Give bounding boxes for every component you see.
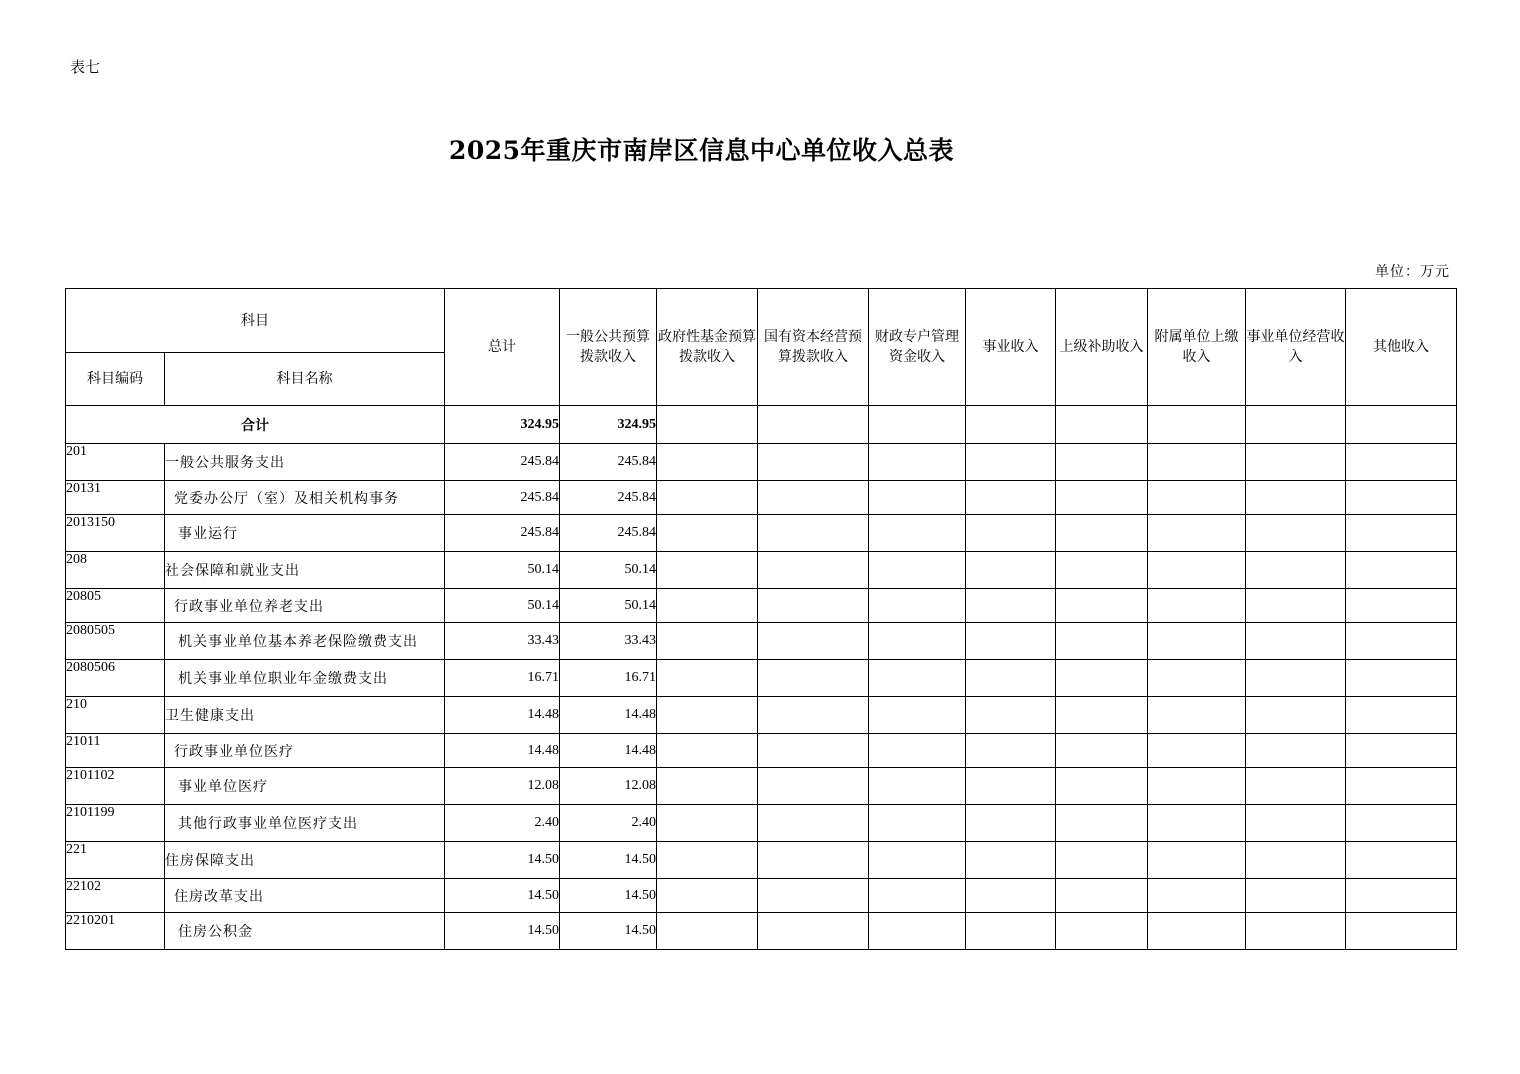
empty-cell <box>869 660 966 697</box>
empty-cell <box>1346 768 1457 805</box>
table-number: 表七 <box>70 58 101 76</box>
empty-cell <box>1056 623 1148 660</box>
row-total: 2.40 <box>445 805 560 842</box>
subject-name: 事业运行 <box>165 515 445 552</box>
empty-cell <box>869 805 966 842</box>
empty-cell <box>758 623 869 660</box>
empty-cell <box>657 697 758 734</box>
empty-cell <box>1246 406 1346 444</box>
subject-code: 21011 <box>66 734 165 768</box>
empty-cell <box>966 768 1056 805</box>
row-total: 245.84 <box>445 515 560 552</box>
empty-cell <box>1346 879 1457 913</box>
row-total: 14.48 <box>445 734 560 768</box>
subject-code: 2080505 <box>66 623 165 660</box>
subject-code: 20131 <box>66 481 165 515</box>
table-row <box>66 515 1457 552</box>
empty-cell <box>1056 481 1148 515</box>
empty-cell <box>1148 444 1246 481</box>
empty-cell <box>1346 734 1457 768</box>
empty-cell <box>966 913 1056 950</box>
subject-code: 2080506 <box>66 660 165 697</box>
table-row <box>66 805 1457 842</box>
empty-cell <box>966 805 1056 842</box>
row-total: 14.50 <box>445 913 560 950</box>
empty-cell <box>966 623 1056 660</box>
empty-cell <box>758 734 869 768</box>
empty-cell <box>758 805 869 842</box>
row-general: 33.43 <box>560 623 657 660</box>
empty-cell <box>657 842 758 879</box>
row-total: 14.50 <box>445 879 560 913</box>
empty-cell <box>869 913 966 950</box>
empty-cell <box>1246 589 1346 623</box>
empty-cell <box>966 660 1056 697</box>
empty-cell <box>657 734 758 768</box>
header-fiscal-account: 财政专户管理资金收入 <box>869 289 966 406</box>
empty-cell <box>758 481 869 515</box>
header-gov-fund: 政府性基金预算拨款收入 <box>657 289 758 406</box>
empty-cell <box>758 406 869 444</box>
subject-code: 2210201 <box>66 913 165 950</box>
empty-cell <box>1246 515 1346 552</box>
subject-code: 2101199 <box>66 805 165 842</box>
empty-cell <box>1148 623 1246 660</box>
table-row <box>66 842 1457 879</box>
empty-cell <box>869 623 966 660</box>
subject-name: 卫生健康支出 <box>165 697 445 734</box>
row-general: 12.08 <box>560 768 657 805</box>
header-state-asset: 国有资本经营预算拨款收入 <box>758 289 869 406</box>
empty-cell <box>1246 623 1346 660</box>
empty-cell <box>758 589 869 623</box>
row-general: 50.14 <box>560 589 657 623</box>
table-row <box>66 444 1457 481</box>
empty-cell <box>1056 406 1148 444</box>
empty-cell <box>758 768 869 805</box>
table-row <box>66 552 1457 589</box>
empty-cell <box>869 552 966 589</box>
empty-cell <box>869 406 966 444</box>
empty-cell <box>657 768 758 805</box>
row-general: 245.84 <box>560 444 657 481</box>
empty-cell <box>1246 734 1346 768</box>
header-subject: 科目 <box>66 289 445 353</box>
empty-cell <box>1346 515 1457 552</box>
row-total: 33.43 <box>445 623 560 660</box>
empty-cell <box>1346 623 1457 660</box>
table-row <box>66 913 1457 950</box>
total-row <box>66 406 1457 444</box>
row-total: 12.08 <box>445 768 560 805</box>
empty-cell <box>1246 660 1346 697</box>
empty-cell <box>869 444 966 481</box>
subject-name: 行政事业单位医疗 <box>165 734 445 768</box>
empty-cell <box>869 515 966 552</box>
row-general: 14.50 <box>560 879 657 913</box>
empty-cell <box>758 660 869 697</box>
row-total: 50.14 <box>445 552 560 589</box>
subject-name: 行政事业单位养老支出 <box>165 589 445 623</box>
row-total: 50.14 <box>445 589 560 623</box>
table-row <box>66 623 1457 660</box>
table-row <box>66 589 1457 623</box>
empty-cell <box>966 406 1056 444</box>
empty-cell <box>1346 589 1457 623</box>
empty-cell <box>1148 805 1246 842</box>
empty-cell <box>1246 444 1346 481</box>
empty-cell <box>758 697 869 734</box>
page-title: 2025年重庆市南岸区信息中心单位收入总表 <box>448 136 955 165</box>
empty-cell <box>869 734 966 768</box>
row-general: 245.84 <box>560 515 657 552</box>
header-affiliated-payment: 附属单位上缴收入 <box>1148 289 1246 406</box>
empty-cell <box>966 589 1056 623</box>
row-total: 14.48 <box>445 697 560 734</box>
empty-cell <box>657 481 758 515</box>
empty-cell <box>1346 406 1457 444</box>
header-operating-income: 事业单位经营收入 <box>1246 289 1346 406</box>
empty-cell <box>1148 697 1246 734</box>
empty-cell <box>1148 768 1246 805</box>
empty-cell <box>966 697 1056 734</box>
empty-cell <box>657 805 758 842</box>
empty-cell <box>966 515 1056 552</box>
subject-code: 221 <box>66 842 165 879</box>
row-general: 14.50 <box>560 842 657 879</box>
table-row <box>66 768 1457 805</box>
empty-cell <box>1246 552 1346 589</box>
header-general-budget: 一般公共预算拨款收入 <box>560 289 657 406</box>
empty-cell <box>869 768 966 805</box>
empty-cell <box>1246 768 1346 805</box>
row-general: 50.14 <box>560 552 657 589</box>
empty-cell <box>1148 515 1246 552</box>
empty-cell <box>1246 842 1346 879</box>
empty-cell <box>657 660 758 697</box>
empty-cell <box>869 697 966 734</box>
empty-cell <box>1148 660 1246 697</box>
row-general: 16.71 <box>560 660 657 697</box>
empty-cell <box>1346 552 1457 589</box>
subject-code: 22102 <box>66 879 165 913</box>
row-total: 245.84 <box>445 444 560 481</box>
table-row <box>66 734 1457 768</box>
empty-cell <box>657 879 758 913</box>
row-general: 245.84 <box>560 481 657 515</box>
empty-cell <box>657 444 758 481</box>
empty-cell <box>657 552 758 589</box>
row-total: 245.84 <box>445 481 560 515</box>
empty-cell <box>1148 589 1246 623</box>
empty-cell <box>1056 734 1148 768</box>
table-row <box>66 697 1457 734</box>
empty-cell <box>1056 589 1148 623</box>
empty-cell <box>966 481 1056 515</box>
empty-cell <box>1056 444 1148 481</box>
subject-code: 210 <box>66 697 165 734</box>
table-row <box>66 879 1457 913</box>
empty-cell <box>1148 481 1246 515</box>
empty-cell <box>869 879 966 913</box>
header-subject-name: 科目名称 <box>165 353 445 406</box>
empty-cell <box>1148 406 1246 444</box>
subject-name: 住房保障支出 <box>165 842 445 879</box>
empty-cell <box>1148 913 1246 950</box>
empty-cell <box>1056 879 1148 913</box>
empty-cell <box>657 623 758 660</box>
table-row <box>66 660 1457 697</box>
subject-code: 2013150 <box>66 515 165 552</box>
empty-cell <box>1346 660 1457 697</box>
subject-name: 社会保障和就业支出 <box>165 552 445 589</box>
subject-name: 住房改革支出 <box>165 879 445 913</box>
empty-cell <box>1346 697 1457 734</box>
empty-cell <box>869 842 966 879</box>
empty-cell <box>758 444 869 481</box>
empty-cell <box>758 879 869 913</box>
row-general: 14.50 <box>560 913 657 950</box>
empty-cell <box>966 552 1056 589</box>
empty-cell <box>1346 481 1457 515</box>
subject-name: 党委办公厅（室）及相关机构事务 <box>165 481 445 515</box>
total-cell: 324.95 <box>445 406 560 444</box>
empty-cell <box>1148 552 1246 589</box>
empty-cell <box>1246 913 1346 950</box>
empty-cell <box>657 589 758 623</box>
empty-cell <box>869 481 966 515</box>
empty-cell <box>657 515 758 552</box>
row-total: 16.71 <box>445 660 560 697</box>
empty-cell <box>758 842 869 879</box>
header-total: 总计 <box>445 289 560 406</box>
subject-code: 20805 <box>66 589 165 623</box>
empty-cell <box>758 515 869 552</box>
empty-cell <box>1346 913 1457 950</box>
empty-cell <box>966 879 1056 913</box>
empty-cell <box>1056 913 1148 950</box>
empty-cell <box>966 842 1056 879</box>
row-general: 14.48 <box>560 734 657 768</box>
subject-code: 208 <box>66 552 165 589</box>
empty-cell <box>1148 879 1246 913</box>
empty-cell <box>1056 842 1148 879</box>
empty-cell <box>1346 444 1457 481</box>
empty-cell <box>1056 768 1148 805</box>
empty-cell <box>869 589 966 623</box>
subject-code: 2101102 <box>66 768 165 805</box>
empty-cell <box>657 406 758 444</box>
subject-name: 机关事业单位职业年金缴费支出 <box>165 660 445 697</box>
row-total: 14.50 <box>445 842 560 879</box>
income-table <box>65 288 1457 950</box>
row-general: 14.48 <box>560 697 657 734</box>
empty-cell <box>966 734 1056 768</box>
empty-cell <box>1246 879 1346 913</box>
header-superior-subsidy: 上级补助收入 <box>1056 289 1148 406</box>
subject-name: 其他行政事业单位医疗支出 <box>165 805 445 842</box>
header-subject-code: 科目编码 <box>66 353 165 406</box>
empty-cell <box>1246 481 1346 515</box>
empty-cell <box>1056 697 1148 734</box>
empty-cell <box>1056 515 1148 552</box>
subject-name: 一般公共服务支出 <box>165 444 445 481</box>
empty-cell <box>1148 734 1246 768</box>
empty-cell <box>966 444 1056 481</box>
empty-cell <box>1346 805 1457 842</box>
empty-cell <box>1056 552 1148 589</box>
row-general: 2.40 <box>560 805 657 842</box>
empty-cell <box>1056 805 1148 842</box>
subject-name: 住房公积金 <box>165 913 445 950</box>
empty-cell <box>1056 660 1148 697</box>
empty-cell <box>758 552 869 589</box>
header-other-income: 其他收入 <box>1346 289 1457 406</box>
subject-name: 机关事业单位基本养老保险缴费支出 <box>165 623 445 660</box>
table-row <box>66 481 1457 515</box>
empty-cell <box>1346 842 1457 879</box>
empty-cell <box>1246 805 1346 842</box>
unit-label: 单位：万元 <box>1375 264 1450 280</box>
empty-cell <box>758 913 869 950</box>
empty-cell <box>657 913 758 950</box>
subject-code: 201 <box>66 444 165 481</box>
header-business-income: 事业收入 <box>966 289 1056 406</box>
total-label: 合计 <box>66 406 445 444</box>
subject-name: 事业单位医疗 <box>165 768 445 805</box>
empty-cell <box>1148 842 1246 879</box>
total-general-cell: 324.95 <box>560 406 657 444</box>
empty-cell <box>1246 697 1346 734</box>
